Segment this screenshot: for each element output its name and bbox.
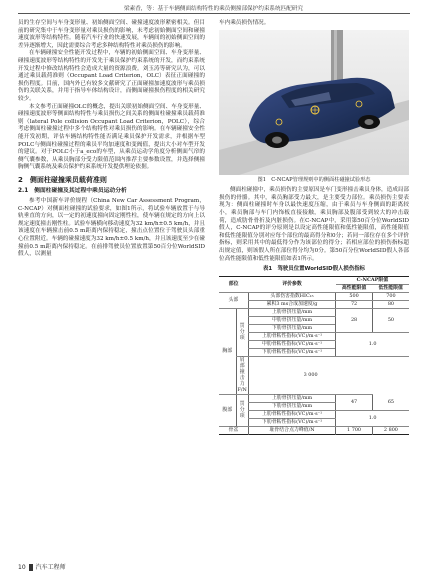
figure-pole-test — [219, 30, 409, 175]
subsection-title: 2.1 侧面柱碰撞及其过程中乘员运动分析 — [18, 188, 127, 195]
low-cell: 50 — [372, 308, 409, 332]
merged-value-cell: 1.0 — [336, 332, 409, 356]
param-cell: 累积3 ms合成加速度/g — [248, 300, 335, 308]
param-cell: 下肋骨挤压量/mm — [248, 324, 335, 332]
left-column — [18, 20, 205, 259]
paragraph: 侧面柱碰撞中，乘员损伤的主要原因是车门变形撞击乘员身体，造成局部损伤的骨骼。其中，乘员胸部受力最大，是主要受力部位。乘员损伤主要表现为：侧面柱碰撞时车身以最快速度压缩，由于乘员与车身侧面的距离较小，乘员胸部与车门内饰板直接接触，乘员胸部及腹部受到较大的冲击载荷，造成肋骨骨折及内脏损伤。在C-NCAP中，采用第50百分位WorldSID假人，C-NCAP的评分原则是以设定高性能限值和低性能限值，高性能限值和低性能限值分别对应每个部位的最高得分和0分；若同一部位存在多个评价指标，则采用其中的最低得分作为该部位的得分；若相应部位的损伤指标超出规定值，则该假人所在部位得分均为0分。第50百分位WorldSID假人各部位高性能限值和低性能限值如表1所示。 — [219, 187, 410, 262]
region-cell: 胸部 — [219, 308, 236, 394]
high-cell: 28 — [336, 308, 373, 332]
param-cell: 头部伤害指数HIC₁₅ — [248, 292, 335, 300]
param-cell: 上肋骨粘性指标(VC)/m·s⁻¹ — [248, 332, 335, 340]
high-cell: 47 — [336, 394, 373, 410]
paragraph: 本文参考正面碰撞OLC的概念，提出关联初始侧面空间、车身变形量、碰撞速度波形等侧面结构特性与乘员损伤之间关系的侧面柱碰撞乘员载荷准则（lateral Pole collision Occupant Load Criterion，POLC），综合考虑侧面柱碰撞过程中多个结构特性对乘员损伤的影响。在车辆碰撞安全性能开发初期，评估车辆结构特性能否满足乘员保护开发需求，并根据车型POLC与侧面柱碰撞过程的乘员平均加速度和变阀值，提出大小对车型开发的建议。对于POLC小于a_eco的车型，从乘员运动学角度分析侧面气帘的侧气囊参数，从乘员胸部分受力限值范围内推荐主要参数设置，并选择侧撞胸侧气囊系统及乘员保护约束系统开发提供理论依据。 — [18, 103, 205, 171]
header-region: 部位 — [219, 276, 248, 292]
paragraph: 员的生存空间与车身变形量、初始侧面空间、碰撞速度波形紧密相关。但目前的研究集中于车身变形量对乘员损伤的影响，未考虑初始侧面空间和碰撞速度波形等结构特性。随着汽车行业的快速发展，车辆间的初始侧面空间的差异逐渐增大，因此需要综合考虑多种结构特性对乘员损伤的影响。 — [18, 20, 205, 49]
param-cell: 下肋骨粘性指标(VC)/m·s⁻¹ — [248, 348, 335, 356]
journal-name: 汽车工程师 — [35, 564, 66, 571]
sub-label-cell: 罚分项 — [236, 308, 248, 356]
running-header: 梁素香，等：基于车辆侧面结构特性的乘员侧撞部保护约束系统匹配研究 — [123, 6, 303, 12]
table-caption: 表1 驾驶员位置WorldSID假人损伤指标 — [262, 266, 365, 273]
param-cell: 耻骨结合点力峰值/N — [248, 426, 335, 434]
low-cell: 700 — [372, 292, 409, 300]
paragraph: 车内乘员损伤情况。 — [219, 20, 270, 26]
header-rule — [18, 13, 410, 14]
merged-value-cell: 3 000 — [248, 356, 372, 394]
param-cell: 上肋骨挤压量/mm — [248, 394, 335, 402]
injury-criteria-table — [219, 276, 409, 435]
region-cell: 骨盆 — [228, 427, 239, 434]
region-cell: 头部 — [219, 292, 248, 308]
sub-label-cell: 罚分项 — [236, 394, 248, 426]
param-cell: 肩部撞击力F/N — [237, 357, 247, 394]
high-cell: 500 — [336, 292, 373, 300]
paragraph: 参考中国新车评价规程（China New Car Assessment Program，C-NCAP）对侧面柱碰撞的试验要求，如图1所示，将试验车辆放置于与导轨垂直的方向，以一定的初速度撞向固定刚性柱，使车辆在规定的方向上以规定速度撞击刚性柱。试验车辆横向移动速度为32 km/h±0.5 km/h，并且该速度在车辆撞击前0.5 m距离内保持稳定，撞击点位置位于驾驶员头部重心位置附近。车辆的碰撞速度为32 km/h±0.5 km/h，并且该速度至少在碰撞前0.5 m距离内保持稳定。在前排驾驶员位置放置第50百分位WorldSID假人，以测量 — [18, 198, 205, 258]
page-number: 10 — [18, 564, 26, 571]
param-cell: 下肋骨粘性指标(VC)/m·s⁻¹ — [248, 418, 335, 426]
low-cell: 80 — [372, 300, 409, 308]
page-footer — [18, 562, 66, 571]
header-high: 高性能限值 — [336, 284, 373, 292]
high-cell: 1 700 — [336, 426, 373, 434]
low-cell: 2 800 — [372, 426, 409, 434]
param-cell: 中肋骨粘性指标(VC)/m·s⁻¹ — [248, 340, 335, 348]
paragraph: 在车辆碰撞安全性能开发过程中，车辆的初始侧面空间、车身变形量、碰撞速度波形等结构特性的开发先于乘员保护约束系统的开发，而约束系统开发过程中修改结构特性会造成大量的资源浪费。刘玉涛等研究认为，可以通过乘员载荷准则（Occupant Load Criterion，OLC）表征正面碰撞的损伤程度。目前，国内外已有较多文献研究了正面碰撞加速度波形与乘员损伤的关联关系，并用于指导车体结构设计，而侧面碰撞损伤程度的相关研究较少。 — [18, 50, 205, 102]
param-cell: 上肋骨挤压量/mm — [248, 308, 335, 316]
section-title: 2 侧面柱碰撞乘员载荷准则 — [18, 175, 107, 184]
param-cell: 中肋骨挤压量/mm — [248, 316, 335, 324]
header-low: 低性能限值 — [372, 284, 409, 292]
right-column — [219, 20, 409, 435]
header-param: 评价参数 — [248, 276, 335, 292]
high-cell: 72 — [336, 300, 373, 308]
param-cell: 下肋骨挤压量/mm — [248, 402, 335, 410]
region-cell: 腹部 — [219, 394, 236, 426]
footer-separator — [29, 564, 33, 571]
header-group: C-NCAP限值 — [336, 276, 409, 284]
merged-value-cell: 1.0 — [336, 410, 409, 426]
param-cell: 上肋骨粘性指标(VC)/m·s⁻¹ — [248, 410, 335, 418]
pole-test-illustration — [219, 30, 409, 175]
low-cell: 65 — [372, 394, 409, 410]
figure-caption: 图1 C-NCAP管理规则中的侧面柱碰撞试验形态 — [257, 176, 371, 183]
